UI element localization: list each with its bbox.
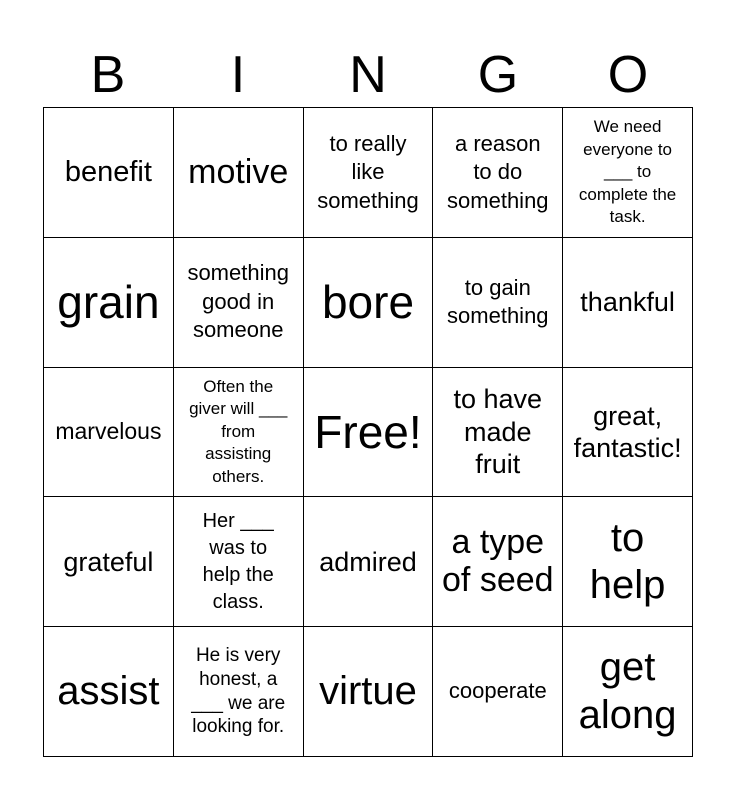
cell-text: thankful [580,287,675,317]
free-space-cell[interactable] [304,368,434,498]
bingo-cell[interactable] [44,627,174,757]
bingo-cell[interactable] [304,497,434,627]
bingo-cell[interactable] [174,497,304,627]
bingo-cell[interactable] [304,108,434,238]
cell-text: marvelous [55,418,162,445]
header-letter-n: N [349,46,387,104]
cell-text: get along [578,645,677,737]
bingo-cell[interactable] [174,627,304,757]
bingo-cell[interactable] [563,368,693,498]
bingo-cell[interactable] [563,627,693,757]
bingo-cell[interactable] [174,238,304,368]
header-letter-b: B [90,46,126,104]
header-letter-o: O [607,46,649,104]
cell-text: He is very honest, a ___ we are looking for. [191,645,286,738]
cell-text: a reason to do something [447,130,549,213]
bingo-cell[interactable] [433,368,563,498]
cell-text: Her ___ was to help the class. [202,509,274,613]
bingo-cell[interactable] [44,368,174,498]
bingo-cell[interactable] [433,627,563,757]
cell-text: to really like something [317,130,419,213]
cell-text: to have made fruit [453,384,543,480]
cell-text: to gain something [447,274,549,329]
cell-text: bore [321,276,415,329]
bingo-cell[interactable] [563,108,693,238]
cell-text: benefit [64,156,152,188]
cell-text: a type of seed [442,523,554,599]
bingo-cell[interactable] [44,238,174,368]
bingo-cell[interactable] [563,497,693,627]
bingo-cell[interactable] [433,497,563,627]
header-letter-i: I [230,46,246,104]
cell-text: grain [57,276,160,329]
cell-text: to help [589,515,666,607]
cell-text: assist [57,669,160,713]
cell-text: virtue [319,669,417,713]
cell-text: motive [188,152,289,191]
bingo-cell[interactable] [433,238,563,368]
bingo-cell[interactable] [44,108,174,238]
cell-text: Free! [314,405,422,458]
bingo-cell[interactable] [174,368,304,498]
cell-text: Often the giver will ___ from assisting others. [189,376,288,486]
header-letter-g: G [477,46,519,104]
bingo-cell[interactable] [304,238,434,368]
bingo-cell[interactable] [433,108,563,238]
bingo-cell[interactable] [174,108,304,238]
bingo-cell[interactable] [304,627,434,757]
bingo-header [43,44,693,106]
bingo-cell[interactable] [44,497,174,627]
cell-text: cooperate [448,678,547,704]
cell-text: admired [319,546,417,577]
bingo-cell[interactable] [563,238,693,368]
cell-text: We need everyone to ___ to complete the task. [578,117,677,227]
cell-text: grateful [63,546,154,577]
cell-text: great, fantastic! [573,400,682,463]
bingo-board [43,107,693,757]
cell-text: something good in someone [187,260,289,343]
